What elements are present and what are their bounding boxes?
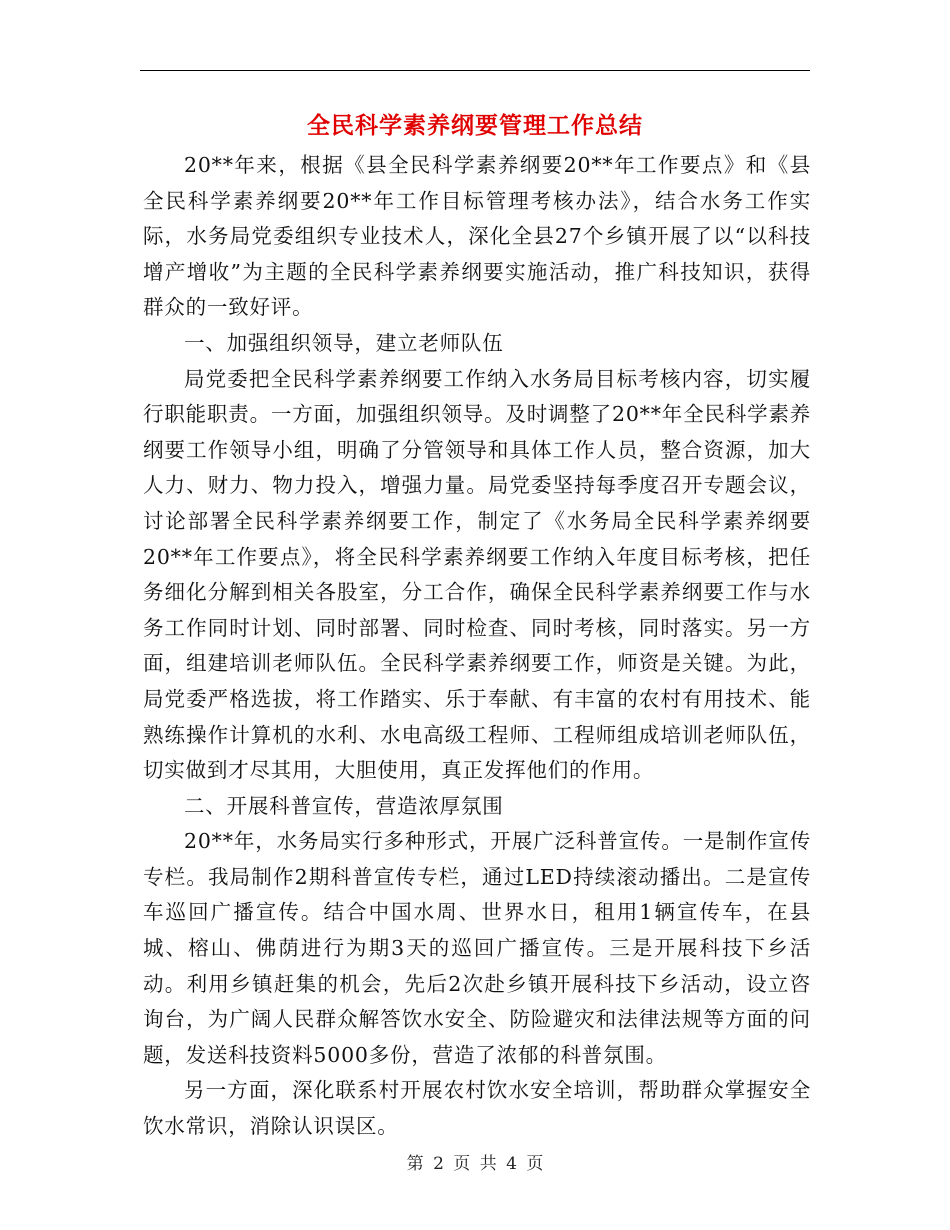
header-rule	[140, 70, 810, 71]
section-heading-1: 一、加强组织领导，建立老师队伍	[184, 330, 504, 355]
page-number: 第 2 页 共 4 页	[406, 1154, 544, 1174]
paragraph-intro: 20**年来，根据《县全民科学素养纲要20**年工作要点》和《县全民科学素养纲要20**年工作目标管理考核办法》，结合水务工作实际，水务局党委组织专业技术人，深化全县27个乡镇开展了以“以科技增产增收”为主题的全民科学素养纲要实施活动，推广科技知识，获得群众的一致好评。	[143, 153, 811, 320]
paragraph-section-2: 20**年，水务局实行多种形式，开展广泛科普宣传。一是制作宣传专栏。我局制作2期科普宣传专栏，通过LED持续滚动播出。二是宣传车巡回广播宣传。结合中国水周、世界水日，租用1辆宣传车，在县城、榕山、佛荫进行为期3天的巡回广播宣传。三是开展科技下乡活动。利用乡镇赶集的机会，先后2次赴乡镇开展科技下乡活动，设立咨询台，为广阔人民群众解答饮水安全、防险避灾和法律法规等方面的问题，发送科技资料5000多份，营造了浓郁的科普氛围。	[143, 829, 811, 1067]
section-heading-2: 二、开展科普宣传，营造浓厚氛围	[184, 793, 504, 818]
document-title: 全民科学素养纲要管理工作总结	[307, 113, 643, 139]
document-body	[143, 148, 811, 1145]
paragraph-section-1: 局党委把全民科学素养纲要工作纳入水务局目标考核内容，切实履行职能职责。一方面，加强组织领导。及时调整了20**年全民科学素养纲要工作领导小组，明确了分管领导和具体工作人员，整合资源，加大人力、财力、物力投入，增强力量。局党委坚持每季度召开专题会议，讨论部署全民科学素养纲要工作，制定了《水务局全民科学素养纲要20**年工作要点》，将全民科学素养纲要工作纳入年度目标考核，把任务细化分解到相关各股室，分工合作，确保全民科学素养纲要工作与水务工作同时计划、同时部署、同时检查、同时考核，同时落实。另一方面，组建培训老师队伍。全民科学素养纲要工作，师资是关键。为此，局党委严格选拔，将工作踏实、乐于奉献、有丰富的农村有用技术、能熟练操作计算机的水利、水电高级工程师、工程师组成培训老师队伍，切实做到才尽其用，大胆使用，真正发挥他们的作用。	[143, 366, 811, 783]
paragraph-section-2-cont: 另一方面，深化联系村开展农村饮水安全培训，帮助群众掌握安全饮水常识，消除认识误区。	[143, 1078, 811, 1139]
